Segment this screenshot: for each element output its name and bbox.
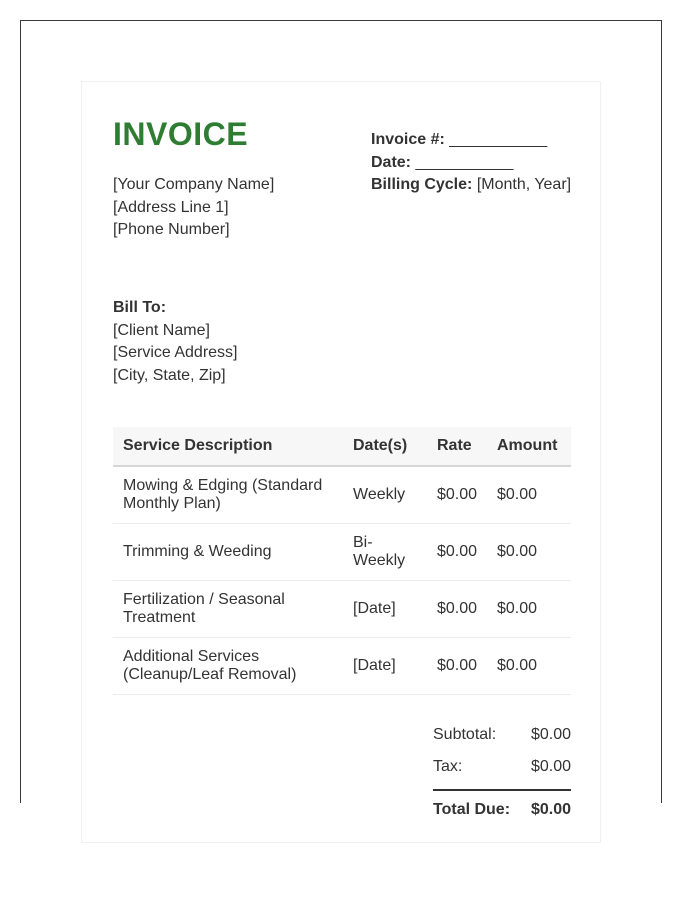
tax-row [433, 751, 571, 783]
page-frame [20, 20, 662, 818]
table-row [113, 638, 571, 695]
subtotal-label: Subtotal: [433, 726, 497, 743]
table-row [113, 466, 571, 524]
invoice-number-value: ___________ [449, 131, 548, 148]
billing-cycle-label: Billing Cycle: [371, 176, 473, 193]
service-rate: $0.00 [431, 524, 491, 581]
invoice-number-label: Invoice #: [371, 131, 445, 148]
header-amount: Amount [491, 427, 571, 466]
company-info [113, 174, 274, 242]
service-dates: [Date] [347, 638, 431, 695]
table-header-row [113, 427, 571, 466]
totals-block [433, 719, 571, 825]
services-table [113, 427, 571, 695]
service-amount: $0.00 [491, 638, 571, 695]
subtotal-value: $0.00 [530, 726, 571, 743]
tax-value: $0.00 [530, 758, 571, 775]
service-rate: $0.00 [431, 638, 491, 695]
invoice-sheet [81, 81, 601, 843]
company-phone: [Phone Number] [113, 221, 230, 238]
service-rate: $0.00 [431, 466, 491, 524]
company-address: [Address Line 1] [113, 198, 229, 216]
table-row [113, 524, 571, 581]
service-rate: $0.00 [431, 581, 491, 638]
service-address: [Service Address] [113, 344, 238, 361]
header-rate: Rate [431, 427, 491, 466]
service-dates: Weekly [347, 466, 431, 524]
company-name: [Your Company Name] [113, 176, 275, 193]
invoice-date-label: Date: [371, 153, 412, 171]
service-description: Trimming & Weeding [113, 524, 347, 581]
tax-label: Tax: [433, 758, 463, 775]
invoice-title: INVOICE [113, 116, 249, 152]
invoice-meta [371, 129, 571, 197]
total-due-row [433, 791, 571, 825]
billing-cycle-value: [Month, Year] [476, 176, 572, 193]
service-amount: $0.00 [491, 466, 571, 524]
service-amount: $0.00 [491, 581, 571, 638]
invoice-number-line [371, 129, 571, 152]
bill-to [113, 297, 238, 387]
total-due-label: Total Due: [433, 801, 511, 818]
service-amount: $0.00 [491, 524, 571, 581]
subtotal-row [433, 719, 571, 751]
billing-cycle-line [371, 174, 571, 197]
header-service-description: Service Description [113, 427, 347, 466]
service-description: Mowing & Edging (Standard Monthly Plan) [113, 466, 347, 524]
service-description: Additional Services (Cleanup/Leaf Removal) [113, 638, 347, 695]
bill-to-label: Bill To: [113, 299, 167, 316]
total-due-value: $0.00 [530, 801, 571, 818]
table-row [113, 581, 571, 638]
service-description: Fertilization / Seasonal Treatment [113, 581, 347, 638]
service-dates: Bi-Weekly [347, 524, 431, 581]
header-dates: Date(s) [347, 427, 431, 466]
service-dates: [Date] [347, 581, 431, 638]
invoice-date-value: ___________ [415, 153, 514, 171]
client-name: [Client Name] [113, 321, 210, 339]
invoice-date-line [371, 152, 571, 175]
city-state-zip: [City, State, Zip] [113, 366, 226, 384]
